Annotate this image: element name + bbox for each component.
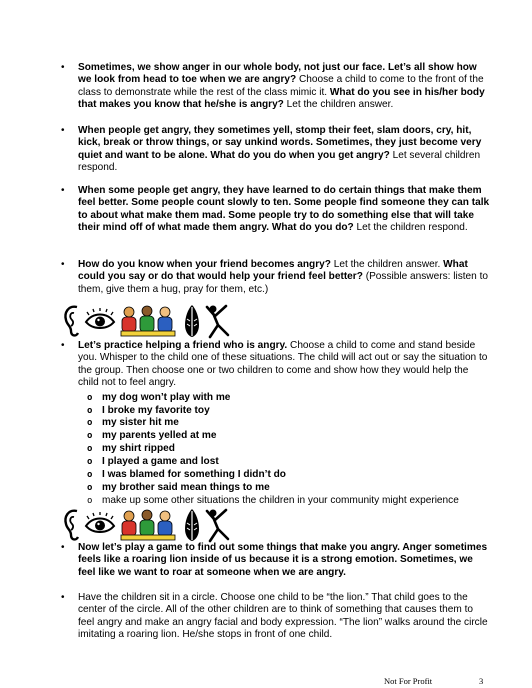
instruction-text: Let the children answer. <box>283 99 394 111</box>
sub-bullet-marker: o <box>87 418 93 429</box>
paragraph-roaring-lion-game <box>61 542 490 579</box>
ear-icon <box>62 507 82 543</box>
list-item <box>78 405 490 418</box>
children-group-icon <box>117 303 179 339</box>
sub-bullet-marker: o <box>87 444 93 455</box>
instruction-text: (Possible answers: listen to them, give them a hug, pray for them, etc.) <box>78 271 489 295</box>
instruction-text: Choose a child to come to the front of the class to demonstrate while the rest of the class mimic it. <box>78 74 484 98</box>
list-item <box>78 495 490 508</box>
question-bold: What could you say or do that would help your friend feel better? <box>78 259 468 283</box>
eye-icon <box>84 303 116 339</box>
list-item <box>78 482 490 495</box>
paragraph-coping-strategies <box>61 185 490 235</box>
bullet-marker: • <box>61 62 65 73</box>
praying-hands-icon <box>180 507 204 543</box>
question-bold: Now let’s play a game to find out some things that make you angry. Anger sometimes feels like a roaring lion inside of us because it is a strong emotion. Sometimes, we feel like we want to roar at someone when we are angry. <box>78 542 488 578</box>
sub-bullet-marker: o <box>87 457 93 468</box>
instruction-text: Let the children answer. <box>330 259 444 270</box>
situation-text: make up some other situations the children in your community might experience <box>102 494 459 506</box>
children-group-icon <box>117 507 179 543</box>
list-item <box>78 417 490 430</box>
situations-list <box>78 392 490 508</box>
list-item <box>78 469 490 482</box>
situation-text: my sister hit me <box>102 417 179 429</box>
footer-label: Not For Profit <box>384 676 433 686</box>
bullet-marker: • <box>61 340 65 351</box>
sub-bullet-marker: o <box>87 469 93 480</box>
sub-bullet-marker: o <box>87 431 93 442</box>
sub-bullet-marker: o <box>87 482 93 493</box>
question-bold: How do you know when your friend becomes angry? <box>78 259 331 270</box>
list-item <box>78 392 490 405</box>
question-bold: What do you see in his/her body that makes you know that he/she is angry? <box>78 86 485 111</box>
paragraph-lion-circle-instructions <box>61 592 490 642</box>
situation-text: my brother said mean things to me <box>102 481 270 493</box>
paragraph-practice-helping <box>61 340 490 508</box>
instruction-text: Let the children respond. <box>353 222 468 234</box>
question-bold: Sometimes, we show anger in our whole body, not just our face. Let’s all show how we look from head to toe when we are angry? <box>78 62 477 86</box>
paragraph-friend-angry <box>61 259 490 296</box>
activity-icon-strip <box>62 303 232 341</box>
list-item <box>78 430 490 443</box>
list-item <box>78 456 490 469</box>
praying-hands-icon <box>180 303 204 339</box>
situation-text: I was blamed for something I didn’t do <box>102 468 286 480</box>
stretching-person-icon <box>204 303 232 339</box>
question-bold: Let’s practice helping a friend who is angry. <box>78 340 288 351</box>
sub-bullet-marker: o <box>87 405 93 416</box>
instruction-text: Choose a child to come and stand beside you. Whisper to the child one of these situations. The child will act out or say the situation to the group. Then choose one or two children to come and show how they would help the child not to feel angry. <box>78 340 488 389</box>
activity-icon-strip <box>62 507 232 545</box>
list-item <box>78 443 490 456</box>
situation-text: my dog won’t play with me <box>102 391 231 403</box>
sub-bullet-marker: o <box>87 495 93 506</box>
bullet-marker: • <box>61 542 65 553</box>
ear-icon <box>62 303 82 339</box>
sub-bullet-marker: o <box>87 392 93 403</box>
question-bold: When people get angry, they sometimes yell, stomp their feet, slam doors, cry, hit, kick, break or throw things, or say unkind words. Sometimes, they just become very quiet and want to be alone. What do you do when you get angry? <box>78 125 482 161</box>
situation-text: my shirt ripped <box>102 443 175 455</box>
paragraph-whole-body-anger <box>61 62 490 112</box>
question-bold: When some people get angry, they have learned to do certain things that make them feel better. Some people count slowly to ten. Some people find someone they can talk to about what make them mad. Some people try to do something else that will take their mind off of what made them angry. What do you do? <box>78 185 490 234</box>
bullet-marker: • <box>61 259 65 270</box>
bullet-marker: • <box>61 592 65 603</box>
page-number: 3 <box>479 676 484 686</box>
eye-icon <box>84 507 116 543</box>
stretching-person-icon <box>204 507 232 543</box>
instruction-text: Let several children respond. <box>78 149 481 174</box>
bullet-marker: • <box>61 125 65 136</box>
bullet-marker: • <box>61 185 65 196</box>
instruction-text: Have the children sit in a circle. Choose one child to be “the lion.” That child goes to the center of the circle. All of the other children are to think of something that causes them to feel angry and make an angry facial and body expression. “The lion” walks around the circle imitating a roaring lion. He/she stops in front of one child. <box>78 592 488 641</box>
situation-text: my parents yelled at me <box>102 430 217 442</box>
paragraph-angry-behaviors <box>61 125 490 175</box>
situation-text: I broke my favorite toy <box>102 404 210 416</box>
situation-text: I played a game and lost <box>102 456 219 468</box>
